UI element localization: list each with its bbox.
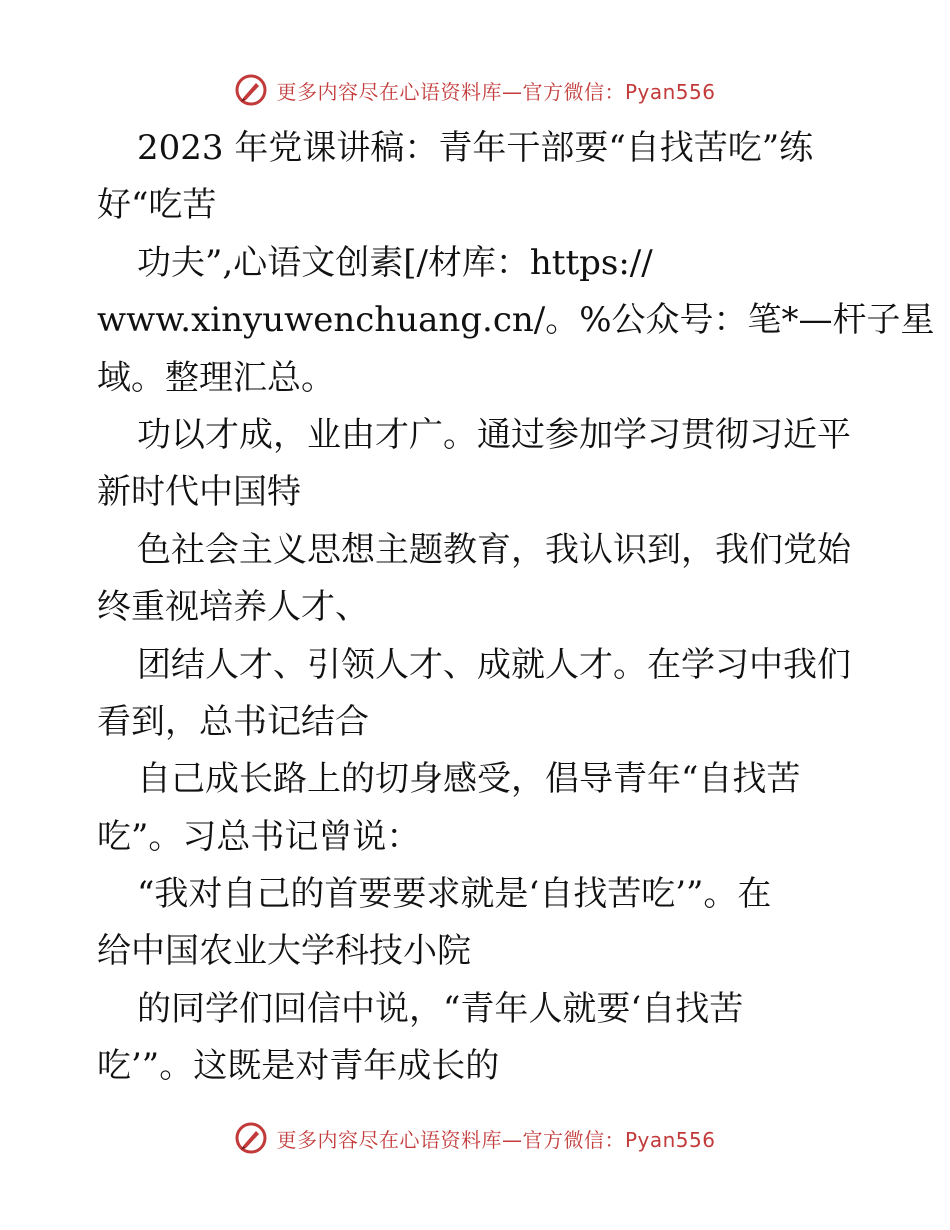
text-line: 功以才成，业由才广。通过参加学习贯彻习近平 bbox=[137, 414, 851, 455]
text-line: 2023 年党课讲稿：青年干部要“自找苦吃”练 bbox=[137, 128, 814, 168]
text-line: 终重视培养人才、 bbox=[97, 587, 369, 628]
text-line: 色社会主义思想主题教育，我认识到，我们党始 bbox=[137, 529, 851, 570]
text-line: 好“吃苦 bbox=[97, 185, 217, 226]
header-watermark bbox=[0, 70, 950, 110]
watermark-text: 更多内容尽在心语资料库—官方微信：Pyan556 bbox=[276, 1127, 716, 1152]
text-line: 给中国农业大学科技小院 bbox=[97, 931, 471, 972]
text-line: 域。整理汇总。 bbox=[97, 357, 335, 398]
pen-logo-icon bbox=[234, 73, 268, 107]
text-line: 自己成长路上的切身感受，倡导青年“自找苦 bbox=[137, 759, 801, 800]
text-line: 新时代中国特 bbox=[97, 472, 301, 513]
text-line: “我对自己的首要要求就是‘自找苦吃’”。在 bbox=[137, 874, 772, 915]
text-line: 看到，总书记结合 bbox=[97, 701, 369, 742]
text-line: www.xinyuwenchuang.cn/。%公众号：笔*—杆子星 bbox=[97, 300, 935, 341]
text-line: 团结人才、引领人才、成就人才。在学习中我们 bbox=[137, 644, 851, 685]
document-body bbox=[97, 120, 935, 1096]
text-line: 功夫”,心语文创素[/材库：https:// bbox=[137, 242, 653, 283]
watermark-text: 更多内容尽在心语资料库—官方微信：Pyan556 bbox=[276, 79, 716, 104]
footer-watermark bbox=[0, 1118, 950, 1158]
text-line: 吃”。习总书记曾说： bbox=[97, 816, 421, 857]
text-line: 的同学们回信中说，“青年人就要‘自找苦 bbox=[137, 988, 744, 1029]
text-line: 吃’”。这既是对青年成长的 bbox=[97, 1046, 500, 1087]
pen-logo-icon bbox=[234, 1121, 268, 1155]
